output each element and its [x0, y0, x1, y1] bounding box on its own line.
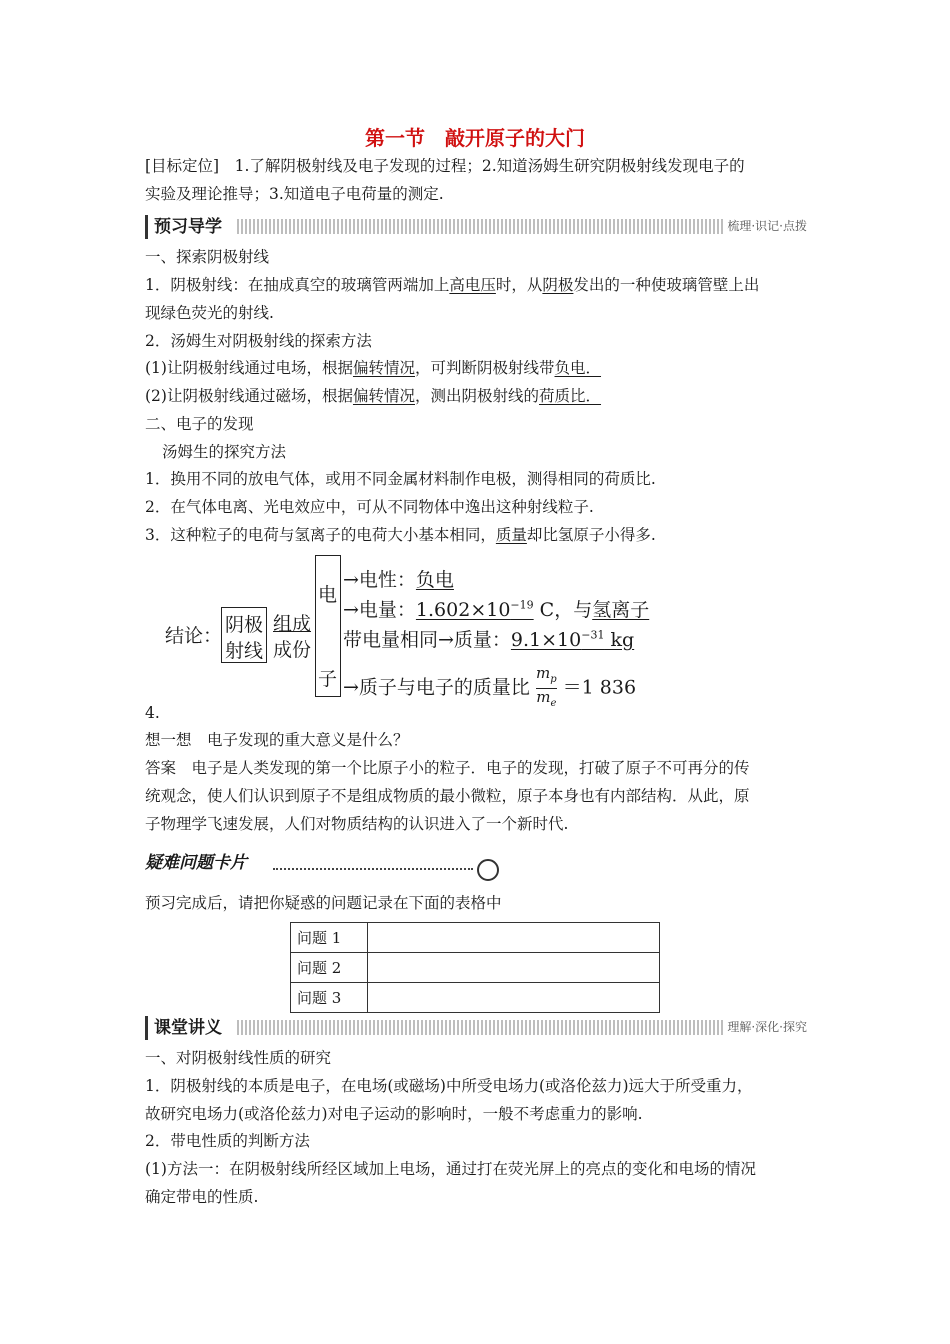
- section-tag: 梳理·识记·点拨: [723, 219, 811, 234]
- conclusion-diagram: [145, 555, 665, 709]
- box-text: 射线: [225, 640, 264, 662]
- think-question: 想一想 电子发现的重大意义是什么？: [145, 731, 409, 749]
- question-label: 问题 1: [291, 923, 368, 953]
- paragraph-line: 确定带电的性质.: [145, 1188, 259, 1206]
- goal-line-1: [目标定位] 1.了解阴极射线及电子发现的过程；2.知道汤姆生研究阴极射线发现电子的: [145, 157, 745, 175]
- card-heading: 疑难问题卡片: [145, 853, 247, 873]
- section-heading: 课堂讲义: [145, 1016, 226, 1040]
- paragraph-line: (2)让阴极射线通过磁场，根据偏转情况，测出阴极射线的荷质比．: [145, 387, 602, 405]
- electron-box: [315, 555, 341, 697]
- table-row: [291, 983, 660, 1013]
- paragraph-line: 1．阴极射线：在抽成真空的玻璃管两端加上高电压时，从阴极发出的一种使玻璃管壁上出: [145, 276, 760, 294]
- paragraph-line: (1)方法一：在阴极射线所经区域加上电场，通过打在荧光屏上的亮点的变化和电场的情况: [145, 1160, 756, 1178]
- question-label: 问题 2: [291, 953, 368, 983]
- circle-icon: [477, 859, 499, 881]
- section-bar-preview: [145, 215, 813, 239]
- table-row: [291, 923, 660, 953]
- mass-ratio-row: →质子与电子的质量比 $\frac{m_p}{m_e}$ ＝1 836: [343, 664, 637, 709]
- heading-properties: 一、对阴极射线性质的研究: [145, 1049, 332, 1067]
- goal-line-2: 实验及理论推导；3.知道电子电荷量的测定.: [145, 185, 444, 203]
- box-text: 阴极: [225, 614, 264, 636]
- question-input-cell[interactable]: [368, 953, 660, 983]
- paragraph-line: 2．在气体电离、光电效应中，可从不同物体中逸出这种射线粒子.: [145, 498, 594, 516]
- sub-heading: 汤姆生的探究方法: [162, 443, 287, 461]
- paragraph-line: (1)让阴极射线通过电场，根据偏转情况，可判断阴极射线带负电．: [145, 359, 602, 377]
- answer-line: 子物理学飞速发展，人们对物质结构的认识进入了一个新时代.: [145, 815, 569, 833]
- paragraph-line: 2．汤姆生对阴极射线的探索方法: [145, 332, 372, 350]
- heading-discovery: 二、电子的发现: [145, 415, 254, 433]
- question-table: [290, 922, 660, 1013]
- answer-line: 统观念，使人们认识到原子不是组成物质的最小微粒，原子本身也有内部结构．从此，原: [145, 787, 750, 805]
- charge-sign-row: →电性：负电: [343, 569, 454, 591]
- table-row: [291, 953, 660, 983]
- section-bar-lecture: [145, 1016, 813, 1040]
- question-label: 问题 3: [291, 983, 368, 1013]
- card-divider: [273, 868, 473, 870]
- diagram-label: 结论：: [165, 625, 223, 647]
- composition-label: 组成: [273, 613, 312, 635]
- paragraph-line: 现绿色荧光的射线.: [145, 304, 274, 322]
- composition-label: 成份: [273, 639, 312, 661]
- question-input-cell[interactable]: [368, 923, 660, 953]
- heading-explore: 一、探索阴极射线: [145, 248, 270, 266]
- paragraph-line: 1．换用不同的放电气体，或用不同金属材料制作电极，测得相同的荷质比.: [145, 470, 656, 488]
- mass-row: 带电量相同→质量：$9.1\times 10^{-31}$ kg: [343, 628, 635, 651]
- cathode-ray-box: [221, 607, 267, 663]
- diagram-index: 4.: [145, 704, 160, 722]
- paragraph-line: 故研究电场力(或洛伦兹力)对电子运动的影响时，一般不考虑重力的影响.: [145, 1105, 643, 1123]
- section-tag: 理解·深化·探究: [723, 1020, 811, 1035]
- answer-line: 答案 电子是人类发现的第一个比原子小的粒子．电子的发现，打破了原子不可再分的传: [145, 759, 750, 777]
- box-text: 电: [318, 584, 338, 606]
- card-intro: 预习完成后，请把你疑惑的问题记录在下面的表格中: [145, 894, 502, 912]
- box-text: 子: [318, 668, 338, 690]
- question-input-cell[interactable]: [368, 983, 660, 1013]
- paragraph-line: 1．阴极射线的本质是电子，在电场(或磁场)中所受电场力(或洛伦兹力)远大于所受重力，: [145, 1077, 753, 1095]
- paragraph-line: 2．带电性质的判断方法: [145, 1132, 310, 1150]
- section-heading: 预习导学: [145, 215, 226, 239]
- page-title: 第一节 敲开原子的大门: [365, 126, 585, 150]
- paragraph-line: 3．这种粒子的电荷与氢离子的电荷大小基本相同，质量却比氢原子小得多.: [145, 526, 656, 544]
- charge-amount-row: →电量：$1.602\times 10^{-19}$ C，与氢离子: [343, 598, 650, 621]
